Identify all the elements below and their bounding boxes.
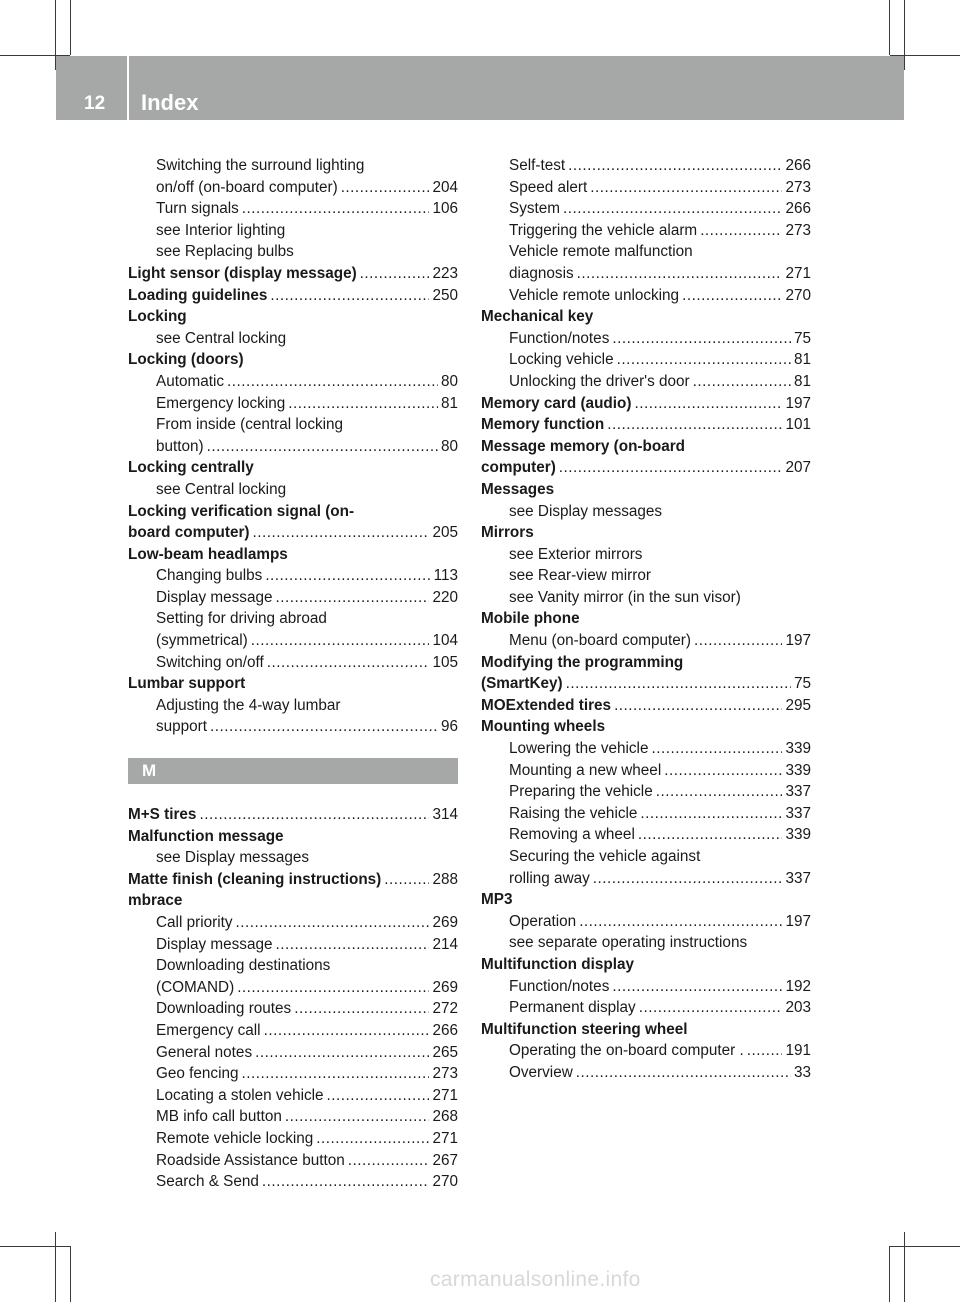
index-entry[interactable] [481,457,811,479]
entry-label: see Interior lighting [156,221,286,239]
entry-label: MP3 [481,891,513,909]
entry-label: see Display messages [156,849,310,867]
index-subentry [128,608,458,630]
entry-label: computer) [481,459,556,477]
page-reference[interactable]: 101 [785,416,811,434]
page-reference[interactable]: 81 [793,372,811,390]
entry-label: see Vanity mirror (in the sun visor) [509,588,741,606]
dot-leader [638,824,783,846]
entry-label: Memory card (audio) [481,394,632,412]
index-subentry[interactable] [481,824,811,846]
dot-leader [590,177,782,199]
page-reference[interactable]: 266 [785,200,811,218]
index-entry [128,544,458,566]
index-subentry[interactable] [481,997,811,1019]
entry-label: Display message [156,588,273,606]
entry-label: Geo fencing [156,1065,239,1083]
entry-label: Loading guidelines [128,286,268,304]
index-subentry[interactable] [481,760,811,782]
page-reference[interactable]: 220 [432,588,458,606]
dot-leader [384,869,429,891]
index-subentry[interactable] [481,349,811,371]
dot-leader [559,457,783,479]
entry-label: Overview [509,1063,573,1081]
index-subentry[interactable] [128,1063,458,1085]
dot-leader [568,155,782,177]
dot-leader [236,912,430,934]
index-subentry[interactable] [128,177,458,199]
entry-label: Locking centrally [128,459,254,477]
index-entry [481,306,811,328]
index-subentry [128,955,458,977]
index-subentry[interactable] [481,868,811,890]
index-entry[interactable] [481,695,811,717]
entry-label: General notes [156,1043,253,1061]
entry-label: Switching on/off [156,653,264,671]
index-subentry[interactable] [128,716,458,738]
page-reference[interactable]: 273 [432,1065,458,1083]
dot-leader [242,1063,430,1085]
entry-label: Automatic [156,372,225,390]
dot-leader [566,673,791,695]
index-subentry[interactable] [481,371,811,393]
crop-mark [889,0,890,55]
page-reference[interactable]: 270 [785,286,811,304]
page-reference[interactable]: 204 [432,178,458,196]
entry-label: see Exterior mirrors [509,545,643,563]
page-reference[interactable]: 203 [785,999,811,1017]
entry-label: Locking vehicle [509,351,614,369]
index-column-right [481,155,811,1084]
dot-leader [700,220,782,242]
dot-leader [634,393,782,415]
entry-label: Roadside Assistance button [156,1151,345,1169]
dot-leader [267,652,430,674]
dot-leader [288,393,438,415]
dot-leader [227,371,438,393]
dot-leader [651,738,782,760]
entry-label: Low-beam headlamps [128,545,288,563]
entry-label: Modifying the programming [481,653,684,671]
entry-label: see Display messages [509,502,663,520]
index-entry [128,501,458,523]
watermark: carmanualsonline.info [430,1268,641,1291]
entry-label: Matte finish (cleaning instructions) [128,870,382,888]
dot-leader [207,436,438,458]
dot-leader [612,328,791,350]
page-reference[interactable]: 337 [785,804,811,822]
page-reference[interactable]: 96 [440,718,458,736]
index-subentry[interactable] [481,738,811,760]
entry-label: Downloading routes [156,1000,292,1018]
entry-label: MOExtended tires [481,696,612,714]
index-subentry[interactable] [128,912,458,934]
dot-leader [270,285,429,307]
index-subentry [128,328,458,350]
index-entry [481,479,811,501]
page-reference[interactable]: 273 [785,178,811,196]
index-entry [128,457,458,479]
index-subentry[interactable] [128,1128,458,1150]
index-subentry [128,414,458,436]
entry-label: Emergency locking [156,394,286,412]
entry-label: board computer) [128,524,250,542]
page-reference[interactable]: 265 [432,1043,458,1061]
dot-leader [614,695,782,717]
entry-label: diagnosis [509,264,574,282]
entry-label: Locating a stolen vehicle [156,1086,324,1104]
dot-leader [693,371,791,393]
index-subentry[interactable] [481,220,811,242]
index-subentry[interactable] [481,911,811,933]
dot-leader [327,1085,430,1107]
page-reference[interactable]: 267 [432,1151,458,1169]
dot-leader [294,998,429,1020]
index-subentry[interactable] [128,565,458,587]
dot-leader [264,1020,430,1042]
crop-mark [904,0,905,70]
index-entry [481,1019,811,1041]
entry-label: Locking (doors) [128,351,244,369]
page-reference[interactable]: 266 [432,1021,458,1039]
page-reference[interactable]: 80 [440,372,458,390]
page-reference[interactable]: 250 [432,286,458,304]
index-entry [128,349,458,371]
index-subentry [481,846,811,868]
page-reference[interactable]: 295 [785,696,811,714]
dot-leader [612,976,782,998]
dot-leader [265,565,430,587]
entry-label: on/off (on-board computer) [156,178,338,196]
section-title: Index [141,90,199,115]
dot-leader [640,803,782,825]
page-reference[interactable]: 269 [432,978,458,996]
page-reference[interactable]: 104 [432,632,458,650]
dot-leader [664,760,782,782]
index-subentry[interactable] [128,998,458,1020]
index-entry [128,826,458,848]
index-subentry[interactable] [481,285,811,307]
entry-label: M+S tires [128,806,197,824]
entry-label: Unlocking the driver's door [509,372,690,390]
entry-label: Vehicle remote malfunction [509,243,693,261]
dot-leader [275,587,429,609]
entry-label: MB info call button [156,1108,282,1126]
dot-leader [360,263,430,285]
entry-label: Permanent display [509,999,636,1017]
entry-label: Switching the surround lighting [156,157,365,174]
index-entry[interactable] [128,263,458,285]
page-reference[interactable]: 197 [785,632,811,650]
entry-label: Mechanical key [481,308,594,326]
page-reference[interactable]: 113 [433,567,458,585]
page-reference[interactable]: 105 [432,653,458,671]
index-entry [481,716,811,738]
index-entry[interactable] [128,285,458,307]
entry-label: From inside (central locking [156,416,344,434]
index-entry[interactable] [128,869,458,891]
page-reference[interactable]: 214 [432,935,458,953]
entry-label: Self-test [509,157,566,174]
crop-mark [890,1246,960,1247]
dot-leader [563,198,782,220]
index-entry [481,889,811,911]
entry-label: see Central locking [156,480,287,498]
page-reference[interactable]: 339 [785,826,811,844]
entry-label: Lumbar support [128,675,246,693]
entry-label: mbrace [128,892,183,910]
dot-leader [199,804,429,826]
index-subentry[interactable] [481,155,811,177]
index-subentry[interactable] [128,1042,458,1064]
page-reference[interactable]: 75 [793,675,811,693]
index-subentry[interactable] [128,1171,458,1193]
entry-label: see Central locking [156,329,287,347]
dot-leader [237,977,429,999]
page-reference[interactable]: 269 [432,914,458,931]
crop-mark [889,1246,890,1302]
dot-leader [210,716,438,738]
entry-label: Light sensor (display message) [128,264,357,282]
dot-leader [262,1171,430,1193]
index-subentry[interactable] [128,393,458,415]
dot-leader [579,911,782,933]
entry-label: Messages [481,480,555,498]
entry-label: Function/notes [509,977,610,995]
page-reference[interactable]: 272 [432,1000,458,1018]
page-reference[interactable]: 106 [432,200,458,218]
dot-leader [316,1128,429,1150]
index-subentry[interactable] [481,263,811,285]
index-subentry[interactable] [128,630,458,652]
entry-label: Turn signals [156,200,239,218]
entry-label: Operating the on-board computer . [509,1042,744,1060]
entry-label: Setting for driving abroad [156,610,327,628]
page-reference[interactable]: 207 [785,459,811,477]
entry-label: Locking [128,308,187,326]
index-letter-heading: M [128,758,458,784]
dot-leader [577,263,783,285]
entry-label: Emergency call [156,1021,261,1039]
entry-label: support [156,718,208,736]
page-reference[interactable]: 205 [432,524,458,542]
page-reference[interactable]: 288 [432,870,458,888]
index-subentry[interactable] [128,934,458,956]
entry-label: Multifunction steering wheel [481,1020,688,1038]
dot-leader [593,868,783,890]
index-subentry[interactable] [128,436,458,458]
dot-leader [275,934,429,956]
crop-mark [70,1246,71,1302]
index-subentry[interactable] [128,1085,458,1107]
entry-label: Multifunction display [481,955,634,973]
page-reference[interactable]: 339 [785,761,811,779]
entry-label: Downloading destinations [156,957,331,975]
page-reference[interactable]: 81 [793,351,811,369]
index-entry[interactable] [481,673,811,695]
entry-label: see Rear-view mirror [509,567,651,585]
crop-mark [0,1246,70,1247]
index-entry [481,522,811,544]
page-reference[interactable]: 314 [432,806,458,824]
index-subentry[interactable] [128,977,458,999]
crop-mark [904,1232,905,1302]
entry-label: Preparing the vehicle [509,783,653,801]
entry-label: Changing bulbs [156,567,263,585]
index-entry [128,673,458,695]
index-subentry[interactable] [128,1106,458,1128]
index-subentry [481,501,811,523]
entry-label: Raising the vehicle [509,804,638,822]
index-subentry[interactable] [481,630,811,652]
index-subentry [128,241,458,263]
dot-leader [348,1150,430,1172]
index-entry [128,306,458,328]
dot-leader [607,414,782,436]
entry-label: Triggering the vehicle alarm [509,221,698,239]
page-reference[interactable]: 75 [793,329,811,347]
page-reference[interactable]: 197 [785,912,811,930]
index-subentry [128,220,458,242]
index-subentry [481,587,811,609]
entry-label: Vehicle remote unlocking [509,286,680,304]
entry-label: Operation [509,912,577,930]
entry-label: (SmartKey) [481,675,563,693]
dot-leader [694,630,783,652]
index-subentry [481,932,811,954]
entry-label: Malfunction message [128,827,284,845]
page-reference[interactable]: 197 [785,394,811,412]
entry-label: Mounting wheels [481,718,606,736]
header-divider [127,56,129,120]
entry-label: Memory function [481,416,605,434]
index-subentry[interactable] [128,587,458,609]
index-entry[interactable] [481,393,811,415]
page-reference[interactable]: 270 [432,1173,458,1191]
entry-label: Search & Send [156,1173,259,1191]
index-subentry[interactable] [481,976,811,998]
dot-leader [341,177,430,199]
index-subentry[interactable] [128,198,458,220]
index-subentry [481,241,811,263]
entry-label: button) [156,437,204,455]
dot-leader [242,198,430,220]
page-reference[interactable]: 223 [432,264,458,282]
page-reference[interactable]: 266 [785,157,811,174]
page-reference[interactable]: 337 [785,869,811,887]
dot-leader [747,1040,783,1062]
entry-label: Mirrors [481,524,534,542]
page-reference[interactable]: 339 [785,740,811,758]
page-reference[interactable]: 271 [432,1086,458,1104]
index-subentry [128,847,458,869]
page-reference[interactable]: 33 [793,1063,811,1081]
page-reference[interactable]: 268 [432,1108,458,1126]
entry-label: Message memory (on-board [481,437,686,455]
dot-leader [255,1042,429,1064]
page-reference[interactable]: 192 [785,977,811,995]
entry-label: Removing a wheel [509,826,635,844]
index-entry[interactable] [128,804,458,826]
index-subentry [128,479,458,501]
index-entry [481,954,811,976]
entry-label: Speed alert [509,178,588,196]
entry-label: Securing the vehicle against [509,848,701,865]
index-subentry[interactable] [128,652,458,674]
page-reference[interactable]: 271 [432,1129,458,1147]
crop-mark [55,1232,56,1302]
dot-leader [639,997,783,1019]
index-subentry[interactable] [481,198,811,220]
index-column-left [128,155,458,1193]
index-entry [481,608,811,630]
page-reference[interactable]: 337 [785,783,811,801]
index-entry[interactable] [128,522,458,544]
index-subentry [128,155,458,177]
dot-leader [253,522,430,544]
entry-label: Remote vehicle locking [156,1129,314,1147]
index-subentry [128,695,458,717]
index-subentry[interactable] [128,371,458,393]
entry-label: Call priority [156,914,233,931]
index-subentry[interactable] [481,1040,811,1062]
entry-label: Display message [156,935,273,953]
page-reference[interactable]: 80 [440,437,458,455]
entry-label: rolling away [509,869,590,887]
page-reference[interactable]: 81 [440,394,458,412]
entry-label: see separate operating instructions [509,934,748,952]
entry-label: Adjusting the 4-way lumbar [156,696,341,714]
index-subentry [481,544,811,566]
index-subentry[interactable] [128,1020,458,1042]
index-subentry[interactable] [481,803,811,825]
page-number: 12 [84,93,106,114]
index-subentry[interactable] [481,781,811,803]
crop-mark [70,0,71,55]
entry-label: Menu (on-board computer) [509,632,691,650]
dot-leader [656,781,783,803]
dot-leader [285,1106,430,1128]
index-subentry[interactable] [128,1150,458,1172]
dot-leader [251,630,430,652]
entry-label: (symmetrical) [156,632,248,650]
dot-leader [576,1062,791,1084]
dot-leader [682,285,782,307]
page-reference[interactable]: 273 [785,221,811,239]
index-entry [481,652,811,674]
entry-label: Mobile phone [481,610,580,628]
dot-leader [617,349,791,371]
entry-label: (COMAND) [156,978,235,996]
index-entry [481,436,811,458]
entry-label: Locking verification signal (on- [128,502,355,520]
page-reference[interactable]: 271 [785,264,811,282]
index-subentry[interactable] [481,1062,811,1084]
entry-label: Lowering the vehicle [509,740,649,758]
index-subentry[interactable] [481,328,811,350]
index-entry [128,890,458,912]
index-subentry[interactable] [481,177,811,199]
entry-label: see Replacing bulbs [156,243,294,261]
entry-label: Function/notes [509,329,610,347]
entry-label: System [509,200,560,218]
index-subentry [481,565,811,587]
page-reference[interactable]: 191 [785,1042,811,1060]
index-entry[interactable] [481,414,811,436]
entry-label: Mounting a new wheel [509,761,662,779]
